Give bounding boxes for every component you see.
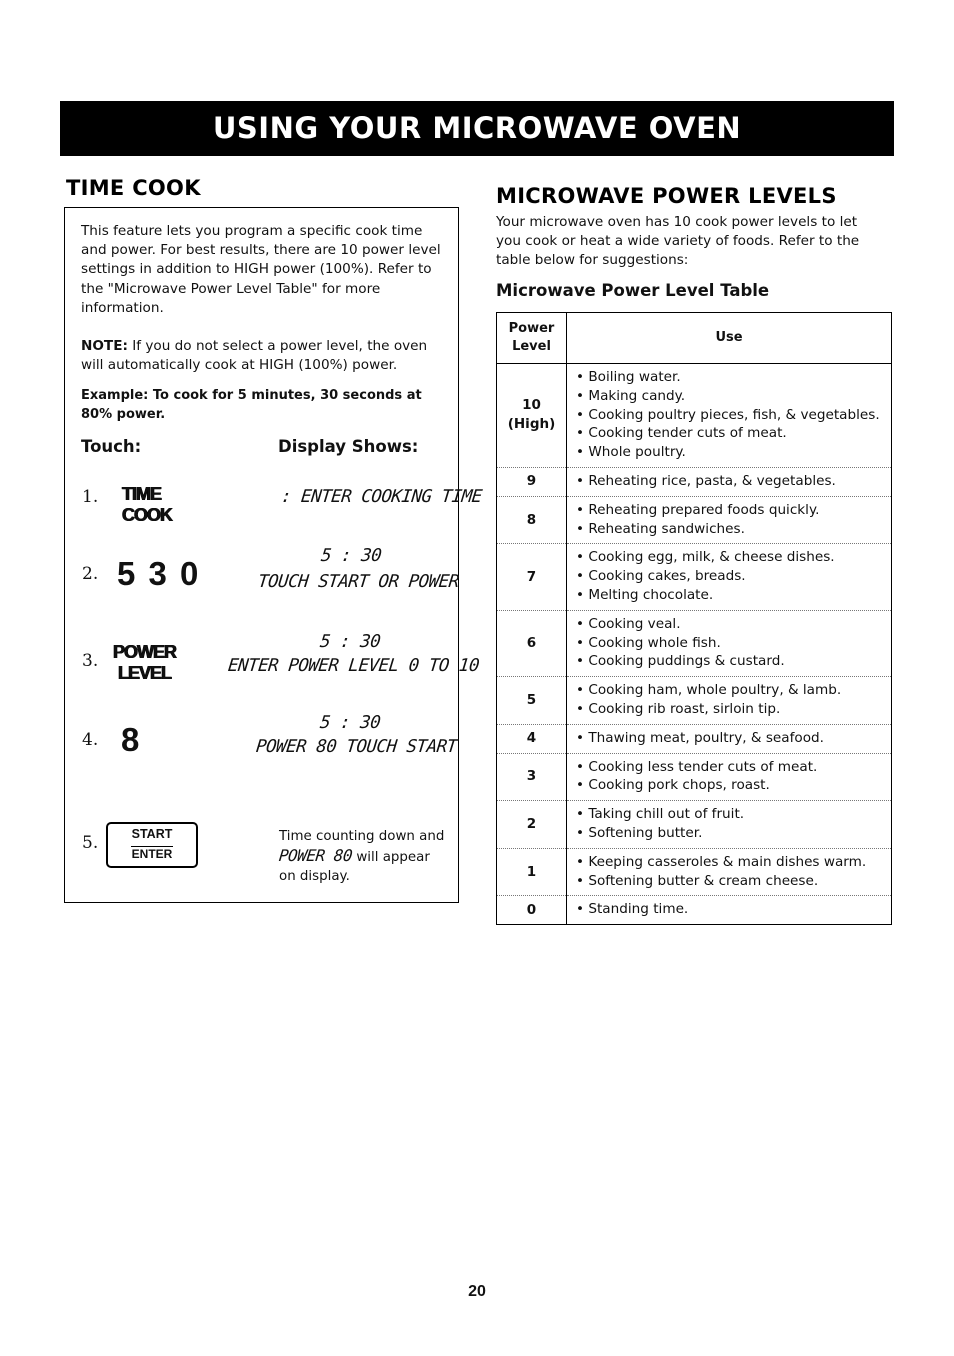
display-header: Display Shows: xyxy=(278,437,419,456)
table-row xyxy=(497,896,892,925)
step5-description xyxy=(279,827,449,886)
table-row xyxy=(497,801,892,849)
use-item: • Cooking egg, milk, & cheese dishes. xyxy=(576,549,835,566)
use-item: • Cooking rib roast, sirloin tip. xyxy=(576,700,781,717)
time-cook-title: TIME COOK xyxy=(66,176,201,200)
power-level-cell: 1 xyxy=(497,848,567,896)
table-row xyxy=(497,753,892,801)
power-level-cell: 8 xyxy=(497,496,567,544)
use-cell xyxy=(567,848,892,896)
use-item: • Cooking pork chops, roast. xyxy=(576,777,770,794)
use-cell xyxy=(567,677,892,725)
step5-text-before: Time counting down and xyxy=(279,829,445,844)
table-row xyxy=(497,610,892,676)
time-cook-note xyxy=(81,337,447,375)
use-item: • Cooking tender cuts of meat. xyxy=(576,425,787,442)
power-level-cell: 7 xyxy=(497,544,567,610)
use-item: • Cooking less tender cuts of meat. xyxy=(576,758,818,775)
lcd-display-line: 5 : 30 xyxy=(318,632,382,652)
power-table-title: Microwave Power Level Table xyxy=(496,281,770,300)
use-cell xyxy=(567,496,892,544)
number-key-8[interactable]: 8 xyxy=(121,721,142,758)
power-level-cell: 2 xyxy=(497,801,567,849)
use-item: • Whole poultry. xyxy=(576,444,686,461)
use-cell xyxy=(567,753,892,801)
time-cook-key[interactable] xyxy=(122,484,172,526)
table-row xyxy=(497,364,892,468)
use-cell xyxy=(567,467,892,496)
note-label: NOTE: xyxy=(81,338,128,354)
start-enter-button[interactable] xyxy=(106,822,198,868)
power-level-key[interactable] xyxy=(113,642,176,684)
lcd-display-line: 5 : 30 xyxy=(318,713,382,733)
use-item: • Thawing meat, poultry, & seafood. xyxy=(576,729,824,746)
step-number: 1. xyxy=(82,487,99,507)
use-cell xyxy=(567,364,892,468)
column-header-use: Use xyxy=(567,313,892,364)
number-keys[interactable]: 5 3 0 xyxy=(117,555,201,592)
use-cell xyxy=(567,724,892,753)
key-line: LEVEL xyxy=(118,663,172,683)
table-row xyxy=(497,677,892,725)
power-level-cell: 5 xyxy=(497,677,567,725)
use-item: • Reheating sandwiches. xyxy=(576,520,745,537)
power-level-cell: 9 xyxy=(497,467,567,496)
power-level-cell: 6 xyxy=(497,610,567,676)
power-level-table xyxy=(496,312,892,925)
time-cook-box xyxy=(64,207,483,903)
page-number: 20 xyxy=(468,1283,486,1300)
step5-text-after: will appear on display. xyxy=(279,850,430,884)
use-item: • Reheating rice, pasta, & vegetables. xyxy=(576,472,836,489)
lcd-inline-text: POWER 80 xyxy=(278,846,354,865)
lcd-display-line: TOUCH START OR POWER xyxy=(256,572,460,592)
key-line: POWER xyxy=(113,642,177,662)
table-row xyxy=(497,496,892,544)
table-row xyxy=(497,544,892,610)
use-cell xyxy=(567,896,892,925)
lcd-display-line: ENTER POWER LEVEL 0 TO 10 xyxy=(226,656,480,676)
column-header-level xyxy=(497,313,567,364)
use-cell xyxy=(567,801,892,849)
table-row xyxy=(497,467,892,496)
time-cook-example: Example: To cook for 5 minutes, 30 seconds at 80% power. xyxy=(81,388,422,423)
use-item: • Melting chocolate. xyxy=(576,586,714,603)
step-number: 3. xyxy=(82,651,99,671)
touch-header: Touch: xyxy=(81,437,142,456)
power-level-cell: 10 (High) xyxy=(497,364,567,468)
use-item: • Keeping casseroles & main dishes warm. xyxy=(576,853,867,870)
use-item: • Cooking whole fish. xyxy=(576,634,721,651)
step-number: 5. xyxy=(82,833,99,853)
use-item: • Cooking poultry pieces, fish, & vegetables. xyxy=(576,406,880,423)
use-cell xyxy=(567,544,892,610)
step-number: 4. xyxy=(82,730,99,750)
power-level-cell: 3 xyxy=(497,753,567,801)
use-item: • Reheating prepared foods quickly. xyxy=(576,501,820,518)
lcd-display-line: 5 : 30 xyxy=(319,546,383,566)
column-header-label: Power Level xyxy=(508,321,555,354)
power-level-cell: 0 xyxy=(497,896,567,925)
power-levels-title: MICROWAVE POWER LEVELS xyxy=(496,184,837,208)
use-item: • Taking chill out of fruit. xyxy=(576,806,745,823)
use-item: • Boiling water. xyxy=(576,369,681,385)
use-cell xyxy=(567,610,892,676)
step-number: 2. xyxy=(82,564,99,584)
power-levels-intro: Your microwave oven has 10 cook power levels to let you cook or heat a wide variety of foods. Refer to the table below for suggestions: xyxy=(496,214,860,269)
lcd-display-line: : ENTER COOKING TIME xyxy=(279,487,483,507)
page-banner: USING YOUR MICROWAVE OVEN xyxy=(60,101,894,156)
note-text: If you do not select a power level, the oven will automatically cook at HIGH (100%) power. xyxy=(81,338,428,374)
use-item: • Softening butter & cream cheese. xyxy=(576,872,819,889)
enter-label: ENTER xyxy=(131,847,173,861)
lcd-display-line: POWER 80 TOUCH START xyxy=(254,737,458,757)
use-item: • Standing time. xyxy=(576,901,689,918)
power-level-cell: 4 xyxy=(497,724,567,753)
use-item: • Cooking puddings & custard. xyxy=(576,653,785,670)
table-row xyxy=(497,848,892,896)
use-item: • Softening butter. xyxy=(576,824,703,841)
use-item: • Cooking veal. xyxy=(576,615,681,632)
key-line: TIME xyxy=(122,484,161,504)
start-label: START xyxy=(131,827,173,841)
table-row xyxy=(497,724,892,753)
use-item: • Making candy. xyxy=(576,387,686,404)
time-cook-intro: This feature lets you program a specific cook time and power. For best results, there are 10 power level settings in addition to HIGH power (100%). Refer to the "Microwave Power Level Table" for more information. xyxy=(81,223,441,316)
use-item: • Cooking ham, whole poultry, & lamb. xyxy=(576,682,842,699)
use-item: • Cooking cakes, breads. xyxy=(576,568,746,585)
key-line: COOK xyxy=(122,505,172,525)
